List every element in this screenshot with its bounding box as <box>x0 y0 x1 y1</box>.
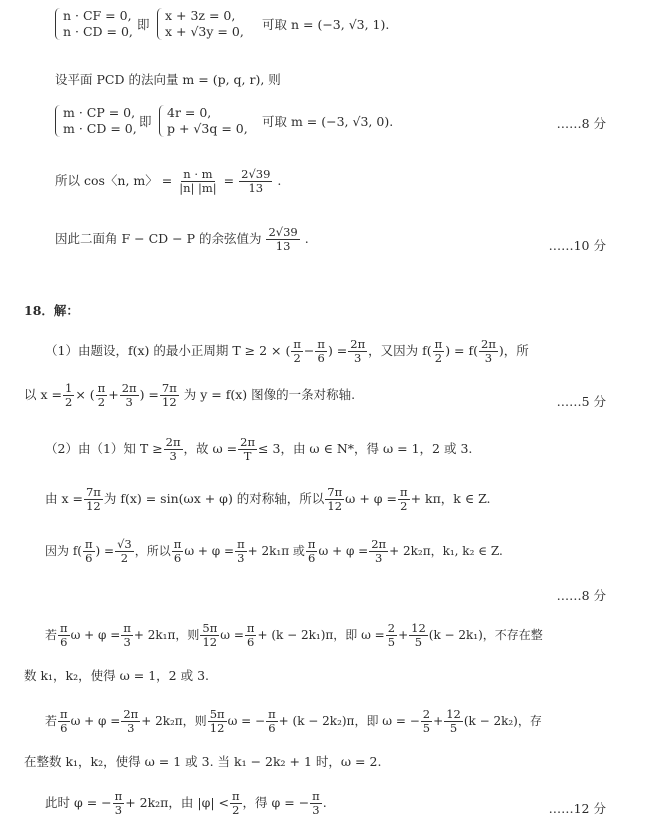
score-8-a: ……8 分 <box>556 116 606 131</box>
system-n <box>55 8 133 40</box>
system-m-result <box>159 105 248 137</box>
frac-nm: $\frac{n \cdot m}{|n| |m|}$ <box>179 167 217 195</box>
q18-part2-line7: 在整数 k₁，k₂，使得 ω = 1 或 3. 当 k₁ − 2k₂ + 1 时，ω = 2. <box>24 754 382 769</box>
q18-part2-line8: 此时 φ = − $\frac{\pi}{3}$ + 2k₂π，由 |φ| < $\frac{\pi}{2}$ ，得 φ = − $\frac{\pi}{3}$ . <box>45 789 327 817</box>
res-n-1: x + 3z = 0, <box>165 8 236 23</box>
sys1-tail: 可取 n = (−3, √3, 1). <box>262 17 390 32</box>
q18-part1-line2: 以 x = $\frac{1}{2}$ × ( $\frac{\pi}{2}$ + $\frac{2\pi}{3}$ ) = $\frac{7\pi}{12}$ 为 y = f(x) 图像的一条对称轴. <box>24 381 356 409</box>
normal-vector-line: 设平面 PCD 的法向量 m = (p, q, r), 则 <box>55 72 281 87</box>
eq-n-cd: n · CD = 0, <box>63 24 133 39</box>
sys1-connector: 即 <box>137 17 150 32</box>
score-10: ……10 分 <box>548 238 606 253</box>
q18-part2-line6: 若 $\frac{\pi}{6}$ ω + φ = $\frac{2\pi}{3}$ + 2k₂π，则 $\frac{5\pi}{12}$ ω = − $\frac{\pi}{6}$ + (k − 2k₂)π，即 ω = − $\frac{2}{5}$ + $\frac{12}{5}$ (k − 2k₂)，存 <box>45 707 542 735</box>
system-n-result <box>157 8 244 40</box>
q18-part2-line2: 由 x = $\frac{7\pi}{12}$ 为 f(x) = sin(ωx + φ) 的对称轴，所以 $\frac{7\pi}{12}$ ω + φ = $\frac{\pi}{2}$ + kπ，k ∈ Z. <box>45 485 491 513</box>
system-m <box>55 105 137 137</box>
res-m-1: 4r = 0, <box>167 105 212 120</box>
res-m-2: p + √3q = 0, <box>167 121 248 136</box>
score-5: ……5 分 <box>556 394 606 409</box>
sys2-connector: 即 <box>139 114 152 129</box>
cos-line: 所以 cos〈n, m〉 = $\frac{n \cdot m}{|n| |m|}$ = $\frac{2√39}{13}$ . <box>55 167 282 195</box>
q18-part2-line1: （2）由（1）知 T ≥ $\frac{2\pi}{3}$ ，故 ω = $\frac{2\pi}{T}$ ≤ 3，由 ω ∈ N*，得 ω = 1，2 或 3. <box>45 435 473 463</box>
eq-m-cp: m · CP = 0, <box>63 105 136 120</box>
eq-n-cf: n · CF = 0, <box>63 8 132 23</box>
eq-m-cd: m · CD = 0, <box>63 121 137 136</box>
q18-heading: 18．解： <box>24 303 79 318</box>
frac-result: $\frac{2√39}{13}$ <box>241 167 271 195</box>
q18-part2-line3: 因为 f( $\frac{\pi}{6}$ ) = $\frac{√3}{2}$ ，所以 $\frac{\pi}{6}$ ω + φ = $\frac{\pi}{3}$ + 2k₁π 或 $\frac{\pi}{6}$ ω + φ = $\frac{2\pi}{3}$ + 2k₂π，k₁, k₂ ∈ Z. <box>45 537 503 565</box>
q18-part2-line5: 数 k₁，k₂，使得 ω = 1，2 或 3. <box>24 668 210 683</box>
score-8-b: ……8 分 <box>556 588 606 603</box>
q18-part1-line1: （1）由题设，f(x) 的最小正周期 T ≥ 2 × ( $\frac{\pi}{2}$ − $\frac{\pi}{6}$ ) = $\frac{2\pi}{3}$ ，又因为 f( $\frac{\pi}{2}$ ) = f( $\frac{2\pi}{3}$ )，所 <box>45 337 529 365</box>
res-n-2: x + √3y = 0, <box>165 24 244 39</box>
score-12: ……12 分 <box>548 801 606 816</box>
q18-part2-line4: 若 $\frac{\pi}{6}$ ω + φ = $\frac{\pi}{3}$ + 2k₁π，则 $\frac{5\pi}{12}$ ω = $\frac{\pi}{6}$ + (k − 2k₁)π，即 ω = $\frac{2}{5}$ + $\frac{12}{5}$ (k − 2k₁)，不存在整 <box>45 621 543 649</box>
sys2-tail: 可取 m = (−3, √3, 0). <box>262 114 394 129</box>
frac-answer: $\frac{2√39}{13}$ <box>268 225 298 253</box>
conclusion-line: 因此二面角 F − CD − P 的余弦值为 $\frac{2√39}{13}$ . <box>55 225 309 253</box>
